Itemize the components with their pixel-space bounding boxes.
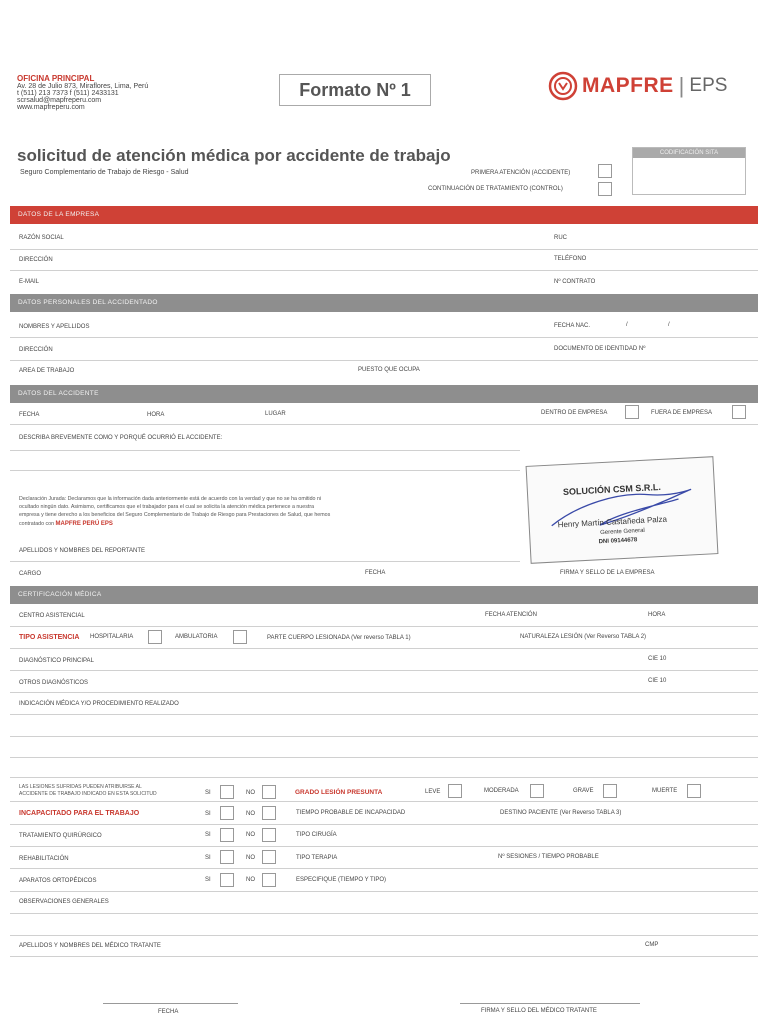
tipo-asistencia-label: TIPO ASISTENCIA — [19, 634, 80, 641]
fecha-nac-slash-2: / — [668, 322, 670, 328]
centro-label: CENTRO ASISTENCIAL — [19, 613, 85, 619]
lesiones-line-1: LAS LESIONES SUFRIDAS PUEDEN ATRIBUIRSE AL — [19, 784, 142, 790]
section-personal-title: DATOS PERSONALES DEL ACCIDENTADO — [18, 299, 158, 306]
lesiones-line-2: ACCIDENTE DE TRABAJO INDICADO EN ESTA SOLICITUD — [19, 791, 157, 797]
section-medical-bar — [10, 586, 758, 604]
muerte-label: MUERTE — [652, 788, 678, 794]
brand-name: MAPFRE — [582, 74, 674, 97]
declaration-line-3: empresa y tiene derecho a los beneficios del Seguro Complementario de Trabajo de Riesgo para Prestaciones de Salud, que hemos — [19, 512, 331, 519]
accident-lugar-label: LUGAR — [265, 411, 286, 417]
cie-1-label: CIE 10 — [648, 656, 667, 662]
form-title: solicitud de atención médica por accidente de trabajo — [17, 146, 451, 165]
firma-empresa-label: FIRMA Y SELLO DE LA EMPRESA — [560, 570, 655, 576]
continuation-label: CONTINUACIÓN DE TRATAMIENTO (CONTROL) — [428, 186, 563, 192]
incap-si-label: SI — [205, 811, 211, 817]
describa-label: DESCRIBA BREVEMENTE COMO Y PORQUÉ OCURRIÓ EL ACCIDENTE: — [19, 435, 223, 441]
rehab-no-checkbox[interactable] — [262, 850, 276, 864]
telefono-label: TELÉFONO — [554, 256, 587, 262]
especifique-label: ESPECIFIQUE (TIEMPO Y TIPO) — [296, 877, 387, 883]
stamp-name: Henry Martín Castañeda Palza — [557, 514, 668, 530]
cie-2-label: CIE 10 — [648, 678, 667, 684]
format-box — [279, 74, 431, 106]
fecha-atencion-label: FECHA ATENCIÓN — [485, 612, 537, 618]
hospitalaria-label: HOSPITALARIA — [90, 634, 134, 640]
nombres-label: NOMBRES Y APELLIDOS — [19, 324, 90, 330]
destino-label: DESTINO PACIENTE (Ver Reverso TABLA 3) — [500, 810, 622, 816]
fecha-nac-label: FECHA NAC. — [554, 323, 591, 329]
parte-cuerpo-label: PARTE CUERPO LESIONADA (Ver reverso TABLA 1) — [267, 635, 411, 641]
brand-logo — [548, 70, 727, 102]
section-accident-bar — [10, 385, 758, 403]
footer-fecha-label: FECHA — [158, 1009, 179, 1015]
incap-no-checkbox[interactable] — [262, 806, 276, 820]
observaciones-label: OBSERVACIONES GENERALES — [19, 899, 109, 905]
stamp-company: SOLUCIÓN CSM S.R.L. — [562, 481, 662, 498]
hospitalaria-checkbox[interactable] — [148, 630, 162, 644]
mapfre-logo-icon — [548, 71, 578, 101]
leve-label: LEVE — [425, 789, 441, 795]
rehab-label: REHABILITACIÓN — [19, 856, 69, 862]
dentro-label: DENTRO DE EMPRESA — [541, 410, 608, 416]
tipo-cirugia-label: TIPO CIRUGÍA — [296, 832, 337, 838]
aparatos-si-checkbox[interactable] — [220, 873, 234, 887]
lesiones-label — [19, 784, 157, 798]
fuera-label: FUERA DE EMPRESA — [651, 410, 713, 416]
declaration-line-1: Declaración Jurada: Declaramos que la información dada anteriormente está de acuerdo con la verdad y que no se ha omitido ni — [19, 496, 322, 502]
aparatos-label: APARATOS ORTOPÉDICOS — [19, 878, 97, 884]
cmp-label: CMP — [645, 942, 659, 948]
incap-si-checkbox[interactable] — [220, 806, 234, 820]
incapacitado-label: INCAPACITADO PARA EL TRABAJO — [19, 810, 140, 817]
company-direccion-label: DIRECCIÓN — [19, 257, 53, 263]
accident-fecha-label: FECHA — [19, 412, 40, 418]
declaration-block — [19, 495, 489, 529]
moderada-label: MODERADA — [484, 788, 519, 794]
reporter-fecha-label: FECHA — [365, 570, 386, 576]
code-box-header: CODIFICACIÓN SITA — [633, 148, 745, 158]
reportante-label: APELLIDOS Y NOMBRES DEL REPORTANTE — [19, 548, 146, 554]
razon-social-label: RAZÓN SOCIAL — [19, 235, 64, 241]
office-web: www.mapfreperu.com — [17, 104, 85, 111]
fecha-nac-slash-1: / — [626, 322, 628, 328]
code-box[interactable] — [632, 147, 746, 195]
cargo-label: CARGO — [19, 571, 42, 577]
brand-suffix: EPS — [689, 75, 728, 96]
rehab-si-label: SI — [205, 855, 211, 861]
firma-medico-label: FIRMA Y SELLO DEL MÉDICO TRATANTE — [481, 1008, 597, 1014]
sesiones-label: Nº SESIONES / TIEMPO PROBABLE — [498, 854, 599, 860]
stamp-dni: DNI 09144678 — [598, 537, 638, 546]
aparatos-no-label: NO — [246, 877, 255, 883]
trat-no-checkbox[interactable] — [262, 828, 276, 842]
ambulatoria-label: AMBULATORIA — [175, 634, 218, 640]
ruc-label: RUC — [554, 235, 567, 241]
section-accident-title: DATOS DEL ACCIDENTE — [18, 390, 99, 397]
lesiones-no-checkbox[interactable] — [262, 785, 276, 799]
area-label: AREA DE TRABAJO — [19, 368, 75, 374]
grave-label: GRAVE — [573, 788, 594, 794]
section-personal-bar — [10, 294, 758, 312]
puesto-label: PUESTO QUE OCUPA — [358, 367, 420, 373]
accident-hora-label: HORA — [147, 412, 165, 418]
company-stamp — [526, 456, 719, 564]
moderada-checkbox[interactable] — [530, 784, 544, 798]
section-company-bar — [10, 206, 758, 224]
naturaleza-label: NATURALEZA LESIÓN (Ver Reverso TABLA 2) — [520, 634, 647, 640]
muerte-checkbox[interactable] — [687, 784, 701, 798]
first-attention-label: PRIMERA ATENCIÓN (ACCIDENTE) — [471, 170, 571, 176]
otros-diag-label: OTROS DIAGNÓSTICOS — [19, 680, 89, 686]
fuera-checkbox[interactable] — [732, 405, 746, 419]
email-label: E-MAIL — [19, 279, 40, 285]
office-title: OFICINA PRINCIPAL — [17, 74, 95, 83]
medico-label: APELLIDOS Y NOMBRES DEL MÉDICO TRATANTE — [19, 943, 161, 949]
grave-checkbox[interactable] — [603, 784, 617, 798]
lesiones-si-label: SI — [205, 790, 211, 796]
trat-si-checkbox[interactable] — [220, 828, 234, 842]
first-attention-checkbox[interactable] — [598, 164, 612, 178]
office-phone: t (511) 213 7373 f (511) 2433131 — [17, 90, 119, 97]
lesiones-no-label: NO — [246, 790, 255, 796]
stamp-role: Gerente General — [600, 527, 645, 537]
rehab-no-label: NO — [246, 855, 255, 861]
tipo-terapia-label: TIPO TERAPIA — [296, 855, 338, 861]
section-medical-title: CERTIFICACIÓN MÉDICA — [18, 591, 102, 598]
declaration-line-2: ocultado ningún dato. Asimismo, certificamos que el trabajador para el cual se solicita la atención médica pertenece a nuestra — [19, 504, 315, 511]
continuation-checkbox[interactable] — [598, 182, 612, 196]
tiempo-label: TIEMPO PROBABLE DE INCAPACIDAD — [296, 810, 406, 816]
office-email: scrsalud@mapfreperu.com — [17, 97, 102, 104]
diag-principal-label: DIAGNÓSTICO PRINCIPAL — [19, 658, 94, 664]
contrato-label: Nº CONTRATO — [554, 279, 596, 285]
indicacion-label: INDICACIÓN MÉDICA Y/O PROCEDIMIENTO REALIZADO — [19, 701, 179, 707]
office-block — [17, 74, 148, 111]
rehab-si-checkbox[interactable] — [220, 850, 234, 864]
aparatos-si-label: SI — [205, 877, 211, 883]
brand-divider: | — [678, 73, 685, 98]
form-subtitle: Seguro Complementario de Trabajo de Riesgo - Salud — [20, 169, 189, 176]
incap-no-label: NO — [246, 811, 255, 817]
declaration-brand: MAPFRE PERÚ EPS — [55, 520, 113, 527]
trat-si-label: SI — [205, 832, 211, 838]
medical-hora-label: HORA — [648, 612, 666, 618]
documento-label: DOCUMENTO DE IDENTIDAD Nº — [554, 346, 646, 352]
dentro-checkbox[interactable] — [625, 405, 639, 419]
format-label: Formato Nº 1 — [299, 80, 411, 100]
office-address: Av. 28 de Julio 873, Miraflores, Lima, Perú — [17, 83, 149, 90]
trat-no-label: NO — [246, 832, 255, 838]
lesiones-si-checkbox[interactable] — [220, 785, 234, 799]
personal-direccion-label: DIRECCIÓN — [19, 347, 53, 353]
declaration-line-4: contratado con — [19, 520, 55, 527]
grado-label: GRADO LESIÓN PRESUNTA — [295, 789, 383, 796]
section-company-title: DATOS DE LA EMPRESA — [18, 211, 100, 218]
stamp-signature — [527, 457, 718, 563]
leve-checkbox[interactable] — [448, 784, 462, 798]
tratamiento-label: TRATAMIENTO QUIRÚRGICO — [19, 833, 102, 839]
aparatos-no-checkbox[interactable] — [262, 873, 276, 887]
ambulatoria-checkbox[interactable] — [233, 630, 247, 644]
